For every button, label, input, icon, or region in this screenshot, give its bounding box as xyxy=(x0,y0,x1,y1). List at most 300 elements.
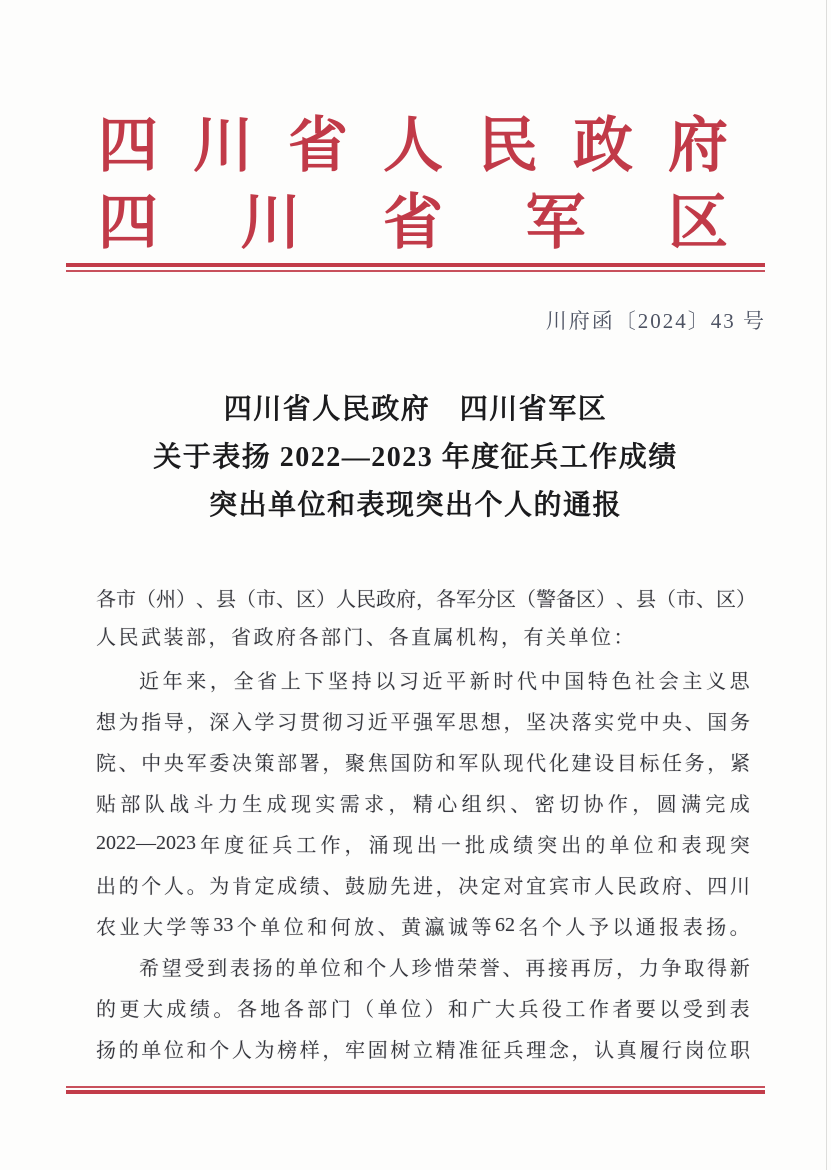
body-char: 化 xyxy=(548,753,569,775)
body-char: 兵 xyxy=(503,1040,524,1062)
body-char: 成 xyxy=(729,794,750,816)
document-number: 川府函〔2024〕43 号 xyxy=(545,309,766,333)
body-char: 广 xyxy=(471,999,492,1021)
body-char: 单 xyxy=(377,999,398,1021)
body-line xyxy=(96,823,750,864)
body-char: 近 xyxy=(139,671,159,693)
body-char: 、 xyxy=(616,589,636,611)
body-char: 牢 xyxy=(345,1040,366,1062)
body-char: 人 xyxy=(565,917,586,939)
body-char: 坚 xyxy=(328,671,348,693)
body-char: 绩 xyxy=(189,999,210,1021)
body-char: 等 xyxy=(189,917,210,939)
body-char: 绩 xyxy=(513,835,534,857)
body-char: 协 xyxy=(583,794,604,816)
body-char: 紧 xyxy=(729,753,750,775)
body-char: 各 xyxy=(96,589,116,611)
body-char: 和 xyxy=(343,958,364,980)
body-char: 表 xyxy=(229,958,250,980)
body-char: 务 xyxy=(729,712,750,734)
body-char: 人 xyxy=(336,589,356,611)
body-char: 时 xyxy=(493,671,514,693)
body-char: 励 xyxy=(367,876,388,898)
document-title-line-2: 关于表扬 2022—2023 年度征兵工作成绩 xyxy=(153,442,678,473)
body-char: 中 xyxy=(540,671,561,693)
body-char: 分 xyxy=(476,589,496,611)
body-char: 满 xyxy=(681,794,701,816)
body-char: 为 xyxy=(118,712,139,734)
body-char: 珍 xyxy=(411,958,432,980)
body-char: 33 xyxy=(213,914,234,936)
body-char: 地 xyxy=(260,999,281,1021)
body-char: 决 xyxy=(548,712,569,734)
body-char: 部 xyxy=(307,999,328,1021)
body-char: 准 xyxy=(458,1040,479,1062)
body-char: 各 xyxy=(436,589,456,611)
body-char: 、 xyxy=(196,589,216,611)
letterhead-char: 民 xyxy=(478,113,538,179)
body-char: 者 xyxy=(612,999,633,1021)
body-char: 习 xyxy=(277,712,298,734)
body-char: 取 xyxy=(684,958,705,980)
body-char: 县 xyxy=(216,589,236,611)
body-char: 成 xyxy=(277,876,298,898)
body-char: 心 xyxy=(437,794,458,816)
body-char: 国 xyxy=(564,671,585,693)
body-char: 表 xyxy=(682,917,703,939)
body-line: 人民武装部，省政府各部门、各直属机构，有关单位： xyxy=(96,627,636,649)
body-char: 人 xyxy=(163,876,184,898)
letterhead-char: 四 xyxy=(98,113,158,179)
body-char: 、 xyxy=(696,589,716,611)
body-char: 、 xyxy=(118,753,139,775)
body-char: 、 xyxy=(502,958,523,980)
letterhead-char: 省 xyxy=(288,113,348,179)
body-char: 来 xyxy=(186,671,207,693)
body-char: 认 xyxy=(594,1040,615,1062)
body-char: 岗 xyxy=(684,1040,705,1062)
body-char: 、 xyxy=(276,589,296,611)
body-char: 民 xyxy=(356,589,376,611)
body-line xyxy=(96,741,750,782)
body-char: 定 xyxy=(254,876,275,898)
body-char: 放 xyxy=(354,917,375,939)
separator-thick-rule xyxy=(66,1090,765,1094)
document-title-line-1: 四川省人民政府 四川省军区 xyxy=(223,394,608,425)
body-char: 贴 xyxy=(96,794,116,816)
body-char: 作 xyxy=(588,999,609,1021)
body-char: 行 xyxy=(662,1040,683,1062)
body-char: 再 xyxy=(525,958,546,980)
body-char: 誉 xyxy=(479,958,500,980)
body-char: 入 xyxy=(231,712,252,734)
body-char: 年 xyxy=(162,671,183,693)
body-char: 单 xyxy=(298,958,319,980)
body-text-block xyxy=(96,577,756,1069)
body-char: 作 xyxy=(320,835,341,857)
body-char: 习 xyxy=(398,671,419,693)
body-char: 真 xyxy=(616,1040,637,1062)
body-char: 各 xyxy=(283,999,304,1021)
body-char: 指 xyxy=(141,712,162,734)
body-char: 表 xyxy=(681,835,702,857)
body-char: 位 xyxy=(707,1040,728,1062)
body-char: 的 xyxy=(585,835,606,857)
body-char: 务 xyxy=(684,753,705,775)
body-char: 策 xyxy=(254,753,275,775)
body-char: 念 xyxy=(548,1040,569,1062)
body-char: 2022—2023 xyxy=(96,832,196,854)
body-char: 予 xyxy=(588,917,609,939)
body-char: 强 xyxy=(412,712,433,734)
body-char: ， xyxy=(632,794,653,816)
body-char: 兵 xyxy=(272,835,293,857)
letterhead-char: 人 xyxy=(383,113,443,179)
body-char: 对 xyxy=(503,876,524,898)
body-char: 主 xyxy=(682,671,703,693)
body-char: 报 xyxy=(659,917,680,939)
body-char: 成 xyxy=(489,835,510,857)
body-char: 征 xyxy=(480,1040,501,1062)
body-char: 人 xyxy=(594,876,615,898)
body-char: 更 xyxy=(119,999,140,1021)
body-char: 成 xyxy=(166,999,187,1021)
document-title-line-3: 突出单位和表现突出个人的通报 xyxy=(208,490,622,521)
body-char: 一 xyxy=(440,835,461,857)
body-char: 全 xyxy=(233,671,254,693)
body-char: ， xyxy=(571,1040,592,1062)
body-char: 市 xyxy=(256,589,276,611)
body-line xyxy=(96,700,750,741)
body-char: 府 xyxy=(396,589,416,611)
body-char: 政 xyxy=(376,589,396,611)
body-char: 市 xyxy=(571,876,592,898)
body-char: 军 xyxy=(186,753,207,775)
body-char: 求 xyxy=(364,794,385,816)
body-char: 实 xyxy=(594,712,615,734)
body-char: 彻 xyxy=(322,712,343,734)
body-char: 宾 xyxy=(548,876,569,898)
body-char: 新 xyxy=(729,958,750,980)
body-char: 平 xyxy=(390,712,411,734)
body-char: 大 xyxy=(142,999,163,1021)
body-char: 任 xyxy=(662,753,683,775)
body-char: 省 xyxy=(257,671,278,693)
body-char: 定 xyxy=(480,876,501,898)
body-char: 标 xyxy=(639,753,660,775)
body-char: 工 xyxy=(296,835,317,857)
body-char: 到 xyxy=(207,958,228,980)
body-char: 接 xyxy=(547,958,568,980)
body-char: 为 xyxy=(209,876,230,898)
body-char: 下 xyxy=(304,671,325,693)
body-char: 精 xyxy=(435,1040,456,1062)
body-char: 和 xyxy=(657,835,678,857)
body-char: 区 xyxy=(576,589,596,611)
body-char: 和 xyxy=(307,917,328,939)
body-char: 望 xyxy=(161,958,182,980)
body-char: 区 xyxy=(296,589,316,611)
body-char: ， xyxy=(344,835,365,857)
body-line xyxy=(96,946,750,987)
body-char: 中 xyxy=(141,753,162,775)
body-char: 肯 xyxy=(231,876,252,898)
letterhead-org-line-2 xyxy=(98,190,728,256)
body-char: 军 xyxy=(458,753,479,775)
letterhead-org-line-1 xyxy=(98,113,728,179)
body-line xyxy=(96,659,750,700)
body-char: 突 xyxy=(537,835,558,857)
body-char: 理 xyxy=(526,1040,547,1062)
body-char: 现 xyxy=(291,794,311,816)
body-char: 上 xyxy=(280,671,301,693)
scan-page-edge xyxy=(826,0,827,1170)
body-char: 焦 xyxy=(367,753,388,775)
body-char: 精 xyxy=(412,794,433,816)
body-char: （ xyxy=(236,589,256,611)
body-char: 先 xyxy=(390,876,411,898)
body-char: 聚 xyxy=(345,753,366,775)
body-char: 央 xyxy=(163,753,184,775)
body-char: 作 xyxy=(607,794,628,816)
body-char: 设 xyxy=(594,753,615,775)
body-char: 战 xyxy=(169,794,190,816)
body-char: 圆 xyxy=(656,794,677,816)
body-char: 现 xyxy=(705,835,726,857)
body-char: 名 xyxy=(518,917,539,939)
body-char: 以 xyxy=(659,999,680,1021)
body-char: 以 xyxy=(375,671,396,693)
body-char: 学 xyxy=(254,712,275,734)
body-char: 委 xyxy=(209,753,230,775)
body-char: 平 xyxy=(446,671,467,693)
body-char: 组 xyxy=(461,794,482,816)
body-char: 织 xyxy=(486,794,506,816)
body-char: 和 xyxy=(435,753,456,775)
body-line xyxy=(96,577,756,618)
body-char: 的 xyxy=(275,958,296,980)
body-char: 厉 xyxy=(593,958,614,980)
body-char: ） xyxy=(424,999,445,1021)
letterhead-char: 四 xyxy=(98,190,158,256)
body-line xyxy=(96,782,750,823)
body-char: 。 xyxy=(213,999,234,1021)
body-char: 队 xyxy=(144,794,165,816)
body-line xyxy=(96,864,750,905)
body-char: 位 xyxy=(633,835,654,857)
body-char: 位 xyxy=(283,917,304,939)
body-char: 部 xyxy=(277,753,298,775)
body-char: 单 xyxy=(609,835,630,857)
body-char: 近 xyxy=(422,671,443,693)
body-char: 县 xyxy=(636,589,656,611)
body-char: 持 xyxy=(351,671,372,693)
body-char: 的 xyxy=(96,999,116,1021)
body-char: ， xyxy=(322,753,343,775)
body-char: 惜 xyxy=(434,958,455,980)
body-line xyxy=(96,987,750,1028)
body-char: 受 xyxy=(184,958,205,980)
body-char: 会 xyxy=(658,671,679,693)
letterhead-separator-line xyxy=(66,263,765,272)
body-char: 位 xyxy=(401,999,422,1021)
body-char: 瀛 xyxy=(424,917,445,939)
body-char: 、 xyxy=(510,794,531,816)
body-char: 各 xyxy=(236,999,257,1021)
body-char: 决 xyxy=(458,876,479,898)
body-char: 目 xyxy=(616,753,637,775)
body-char: 表 xyxy=(729,999,750,1021)
body-char: 代 xyxy=(517,671,537,693)
body-char: 个 xyxy=(236,917,257,939)
footer-separator-line xyxy=(66,1086,765,1094)
body-char: ， xyxy=(616,958,637,980)
body-char: 市 xyxy=(116,589,136,611)
body-char: 近 xyxy=(367,712,388,734)
body-char: 生 xyxy=(242,794,263,816)
body-char: 坚 xyxy=(526,712,547,734)
body-char: 思 xyxy=(729,671,750,693)
body-char: 国 xyxy=(390,753,411,775)
body-char: 诚 xyxy=(448,917,469,939)
body-char: 社 xyxy=(635,671,656,693)
body-char: 学 xyxy=(166,917,187,939)
body-char: 署 xyxy=(299,753,320,775)
body-char: 树 xyxy=(390,1040,411,1062)
body-char: 宜 xyxy=(526,876,547,898)
body-char: 特 xyxy=(587,671,608,693)
body-char: 人 xyxy=(388,958,409,980)
body-char: 位 xyxy=(320,958,341,980)
body-char: 绩 xyxy=(299,876,320,898)
body-char: ， xyxy=(186,712,207,734)
body-char: 农 xyxy=(96,917,116,939)
body-char: 新 xyxy=(469,671,490,693)
body-char: 、 xyxy=(322,876,343,898)
separator-thin-rule xyxy=(66,270,765,272)
body-char: 四 xyxy=(707,876,728,898)
body-char: 落 xyxy=(571,712,592,734)
body-line xyxy=(96,905,750,946)
body-char: 习 xyxy=(345,712,366,734)
body-char: 个 xyxy=(366,958,387,980)
body-char: 想 xyxy=(96,712,116,734)
body-char: ， xyxy=(416,589,436,611)
body-char: 防 xyxy=(412,753,433,775)
body-char: 、 xyxy=(684,712,705,734)
body-char: 备 xyxy=(556,589,576,611)
body-char: 要 xyxy=(635,999,656,1021)
body-char: 门 xyxy=(330,999,351,1021)
body-char: 荣 xyxy=(457,958,478,980)
body-char: 到 xyxy=(706,999,727,1021)
body-char: 军 xyxy=(456,589,476,611)
body-char: 实 xyxy=(315,794,336,816)
body-char: 单 xyxy=(141,1040,162,1062)
body-char: 色 xyxy=(611,671,632,693)
body-char: 决 xyxy=(231,753,252,775)
body-char: 军 xyxy=(435,712,456,734)
body-char: 固 xyxy=(367,1040,388,1062)
body-char: 62 xyxy=(494,914,515,936)
body-char: 扬 xyxy=(96,1040,116,1062)
body-char: 力 xyxy=(217,794,238,816)
body-char: 川 xyxy=(729,876,750,898)
body-char: 。 xyxy=(186,876,207,898)
body-char: （ xyxy=(136,589,156,611)
body-char: 突 xyxy=(729,835,750,857)
body-char: 通 xyxy=(635,917,656,939)
body-char: 征 xyxy=(248,835,269,857)
body-char: 业 xyxy=(119,917,140,939)
body-char: 、 xyxy=(377,917,398,939)
body-char: 兵 xyxy=(518,999,539,1021)
body-char: 等 xyxy=(471,917,492,939)
body-char: 警 xyxy=(536,589,556,611)
body-char: 代 xyxy=(526,753,547,775)
body-char: 榜 xyxy=(277,1040,298,1062)
body-char: 履 xyxy=(639,1040,660,1062)
body-char: ， xyxy=(503,712,524,734)
body-char: 人 xyxy=(231,1040,252,1062)
body-char: 年 xyxy=(200,835,221,857)
body-char: 批 xyxy=(464,835,485,857)
body-char: 想 xyxy=(480,712,501,734)
body-char: 完 xyxy=(705,794,726,816)
letterhead-char: 省 xyxy=(383,190,443,256)
body-char: 的 xyxy=(118,1040,139,1062)
body-char: 进 xyxy=(412,876,433,898)
body-char: ， xyxy=(435,876,456,898)
letterhead-char: 军 xyxy=(525,190,586,256)
body-char: 位 xyxy=(163,1040,184,1062)
body-char: 希 xyxy=(139,958,159,980)
body-char: 涌 xyxy=(368,835,389,857)
body-char: 区 xyxy=(716,589,736,611)
body-char: ） xyxy=(596,589,616,611)
body-char: 市 xyxy=(676,589,696,611)
body-char: ） xyxy=(316,589,336,611)
body-char: ， xyxy=(388,794,409,816)
body-char: 、 xyxy=(684,876,705,898)
body-char: 现 xyxy=(392,835,413,857)
letterhead-char: 川 xyxy=(193,113,253,179)
body-char: （ xyxy=(354,999,375,1021)
letterhead-char: 川 xyxy=(240,190,301,256)
body-char: 工 xyxy=(565,999,586,1021)
body-char: 个 xyxy=(141,876,162,898)
body-char: 出 xyxy=(561,835,582,857)
body-line xyxy=(96,1028,750,1069)
body-char: 为 xyxy=(254,1040,275,1062)
letterhead-char: 府 xyxy=(668,113,728,179)
body-char: 和 xyxy=(448,999,469,1021)
body-char: 贯 xyxy=(299,712,320,734)
body-char: 央 xyxy=(662,712,683,734)
body-char: 得 xyxy=(706,958,727,980)
body-char: （ xyxy=(656,589,676,611)
body-char: 受 xyxy=(682,999,703,1021)
body-char: 现 xyxy=(503,753,524,775)
body-char: 何 xyxy=(330,917,351,939)
body-char: 队 xyxy=(480,753,501,775)
body-char: 政 xyxy=(639,876,660,898)
body-char: 扬 xyxy=(706,917,727,939)
body-char: 民 xyxy=(616,876,637,898)
body-char: 黄 xyxy=(401,917,422,939)
body-char: 和 xyxy=(186,1040,207,1062)
body-char: 义 xyxy=(706,671,726,693)
